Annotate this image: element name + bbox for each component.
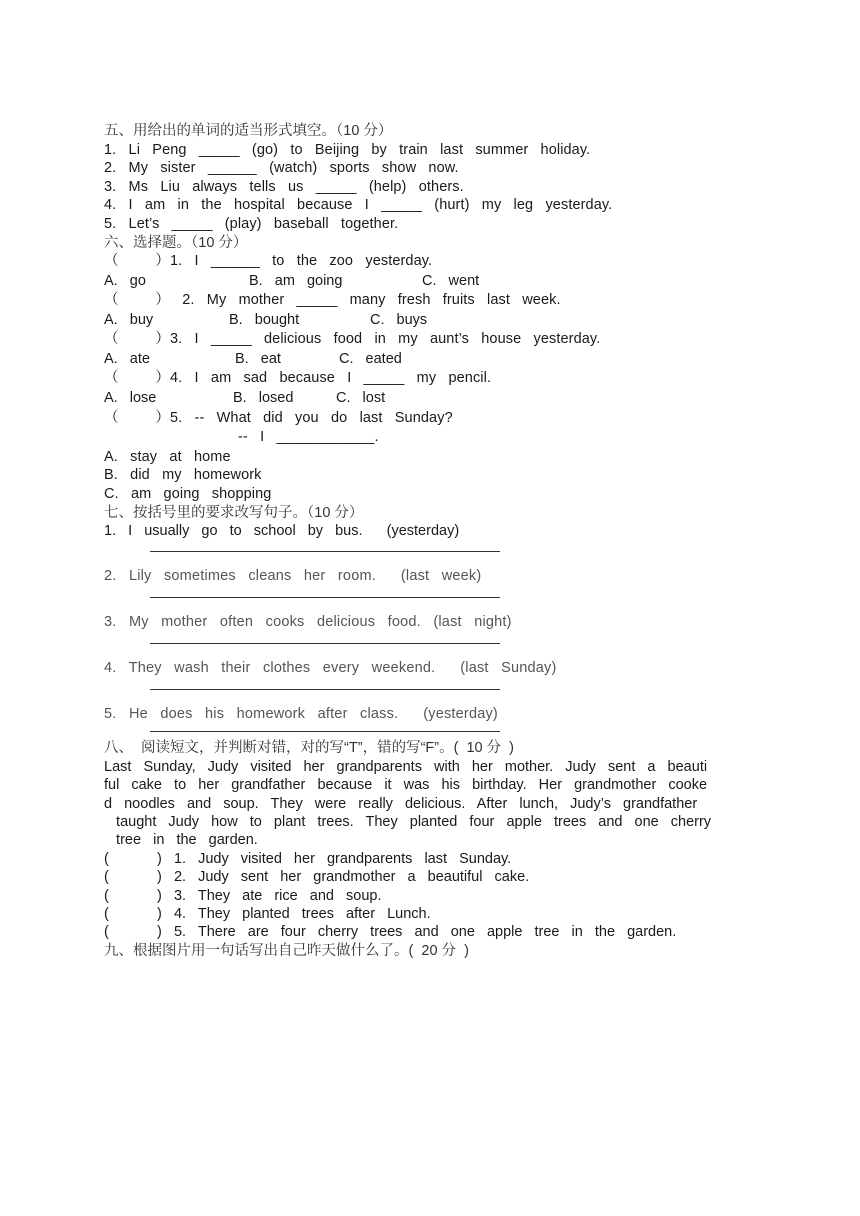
rewrite-answer-1 <box>104 541 759 565</box>
choice-q2-options <box>104 311 759 331</box>
worksheet <box>104 122 759 960</box>
choice-q3-options <box>104 350 759 370</box>
judge-item-4: ( ) 4. They planted trees after Lunch. <box>104 905 431 922</box>
reading-passage-line-2: ful cake to her grandfather because it was his birthday. Her grandmother cooke <box>104 777 708 794</box>
answer-line <box>150 643 500 644</box>
rewrite-answer-5 <box>104 725 759 739</box>
rewrite-item-2: 2. Lily sometimes cleans her room. (last week) <box>104 568 482 585</box>
choice-q1-option-b: B. am going <box>249 272 343 289</box>
rewrite-item-5: 5. He does his homework after class. (yesterday) <box>104 706 498 723</box>
choice-q2-option-a: A. buy <box>104 311 154 328</box>
reading-passage-line-4: taught Judy how to plant trees. They planted four apple trees and one cherry <box>104 813 712 830</box>
judge-item-3: ( ) 3. They ate rice and soup. <box>104 887 382 904</box>
fill-item-4: 4. I am in the hospital because I _____ (hurt) my leg yesterday. <box>104 197 613 214</box>
choice-q1-stem: （ ）1. I ______ to the zoo yesterday. <box>104 253 433 270</box>
section6-heading: 六、选择题。（10 分） <box>104 234 248 251</box>
choice-q1-option-c: C. went <box>422 272 480 289</box>
choice-q2-option-b: B. bought <box>229 311 300 328</box>
judge-item-2: ( ) 2. Judy sent her grandmother a beautiful cake. <box>104 869 530 886</box>
section8-heading: 八、 阅读短文，并判断对错，对的写“T”，错的写“F”。( 10 分 ) <box>104 740 515 757</box>
choice-q3-option-c: C. eated <box>339 350 402 367</box>
choice-q5-answer: -- I ____________. <box>238 429 379 446</box>
choice-q5-option-a: A. stay at home <box>104 448 231 465</box>
choice-q1-options <box>104 272 759 292</box>
rewrite-item-3: 3. My mother often cooks delicious food. (last night) <box>104 614 512 631</box>
choice-q4-stem: （ ）4. I am sad because I _____ my pencil. <box>104 370 492 387</box>
rewrite-answer-4 <box>104 679 759 703</box>
reading-passage-line-1: Last Sunday, Judy visited her grandparents with her mother. Judy sent a beauti <box>104 758 708 775</box>
fill-item-1: 1. Li Peng _____ (go) to Beijing by train last summer holiday. <box>104 141 591 158</box>
choice-q5-option-c: C. am going shopping <box>104 485 272 502</box>
choice-q5-option-b: B. did my homework <box>104 467 262 484</box>
rewrite-item-1: 1. I usually go to school by bus. (yesterday) <box>104 523 460 540</box>
fill-item-3: 3. Ms Liu always tells us _____ (help) others. <box>104 178 464 195</box>
section5-heading: 五、用给出的单词的适当形式填空。（10 分） <box>104 123 393 139</box>
rewrite-answer-3 <box>104 633 759 657</box>
choice-q2-stem: （ ） 2. My mother _____ many fresh fruits last week. <box>104 292 561 309</box>
answer-line <box>150 689 500 690</box>
choice-q2-option-c: C. buys <box>370 311 428 328</box>
fill-item-5: 5. Let’s _____ (play) baseball together. <box>104 215 399 232</box>
answer-line <box>150 551 500 552</box>
choice-q4-option-b: B. losed <box>233 390 294 407</box>
choice-q4-option-c: C. lost <box>336 390 386 407</box>
reading-passage-line-3: d noodles and soup. They were really delicious. After lunch, Judy’s grandfather <box>104 795 698 812</box>
choice-q4-options <box>104 389 759 409</box>
choice-q3-option-b: B. eat <box>235 350 281 367</box>
fill-item-2: 2. My sister ______ (watch) sports show now. <box>104 160 459 177</box>
judge-item-5: ( ) 5. There are four cherry trees and one apple tree in the garden. <box>104 924 677 941</box>
choice-q3-option-a: A. ate <box>104 350 150 367</box>
choice-q3-stem: （ ）3. I _____ delicious food in my aunt’s house yesterday. <box>104 331 601 348</box>
section9-heading: 九、根据图片用一句话写出自己昨天做什么了。( 20 分 ) <box>104 942 469 959</box>
choice-q1-option-a: A. go <box>104 272 146 289</box>
rewrite-answer-2 <box>104 587 759 611</box>
choice-q4-option-a: A. lose <box>104 390 157 407</box>
answer-line <box>150 597 500 598</box>
choice-q5-stem: （ ）5. -- What did you do last Sunday? <box>104 409 453 426</box>
judge-item-1: ( ) 1. Judy visited her grandparents last Sunday. <box>104 850 512 867</box>
reading-passage-line-5: tree in the garden. <box>104 832 258 849</box>
rewrite-item-4: 4. They wash their clothes every weekend. (last Sunday) <box>104 660 557 677</box>
answer-line <box>150 731 500 732</box>
section7-heading: 七、按括号里的要求改写句子。（10 分） <box>104 504 364 521</box>
